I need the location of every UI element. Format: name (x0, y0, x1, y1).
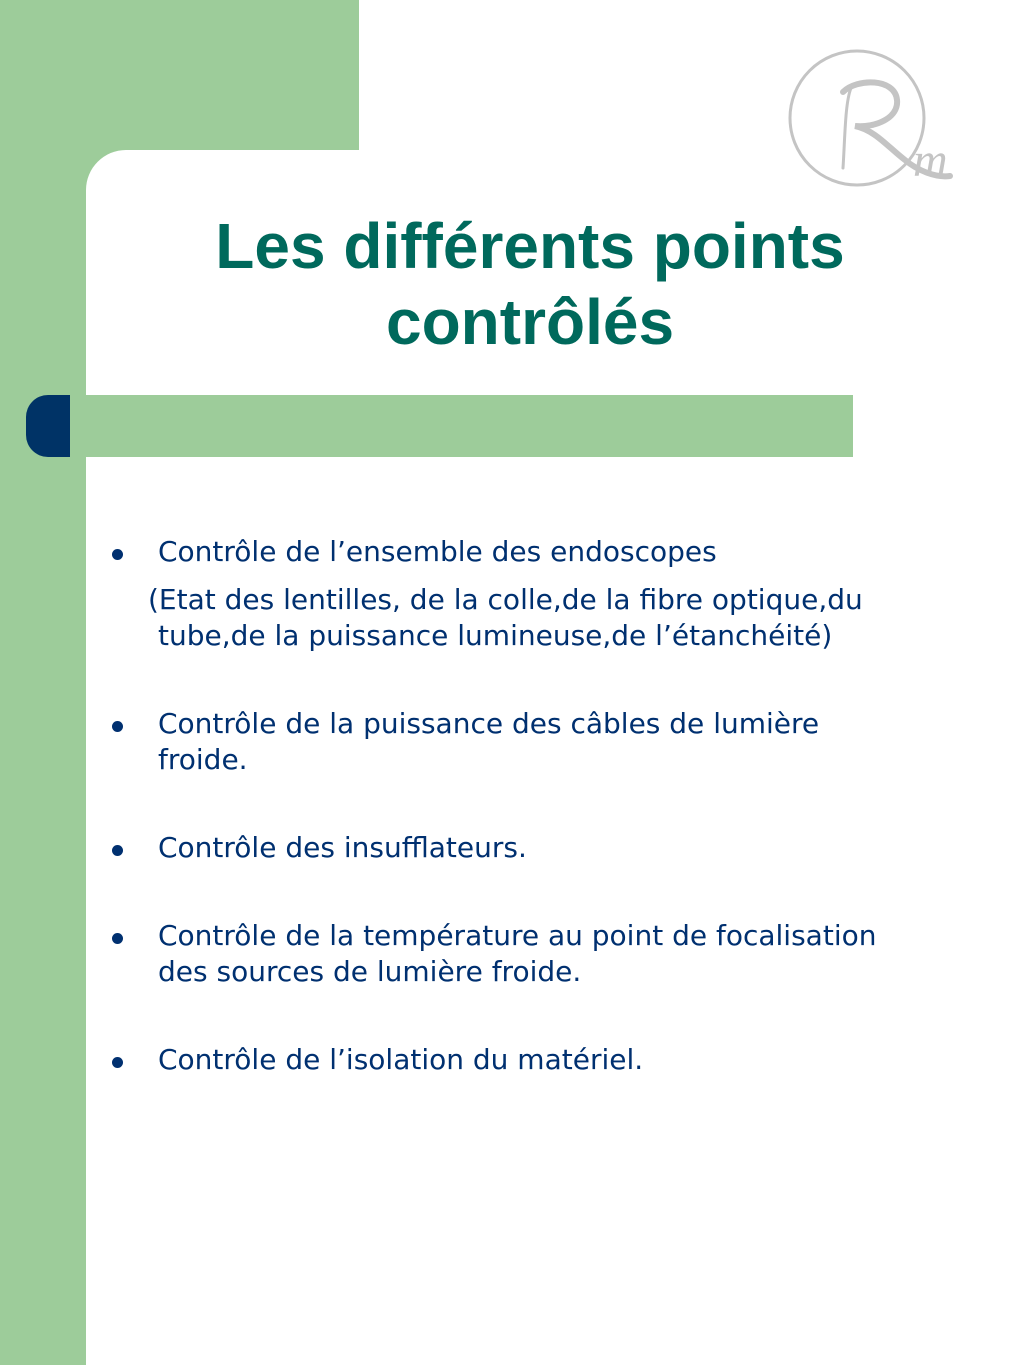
bullet-item-temperature (106, 918, 916, 990)
bullet-text: Contrôle de l’ensemble des endoscopes (158, 535, 717, 568)
divider-bar-cap (26, 395, 70, 457)
top-green-block (86, 0, 359, 150)
bullet-item-isolation (106, 1042, 916, 1078)
bullet-item-endoscopes (106, 534, 916, 570)
bullet-item-cables (106, 706, 916, 778)
bullet-dot-icon (112, 1057, 123, 1068)
bullet-dot-icon (112, 549, 123, 560)
left-green-band (0, 0, 86, 1365)
bullet-detail: (Etat des lentilles, de la colle,de la fibre optique,du tube,de la puissance lumineuse,de l’étanchéité) (148, 583, 863, 652)
slide-title: Les différents points contrôlés (215, 210, 845, 358)
rm-logo-icon (785, 48, 975, 193)
bullet-dot-icon (112, 933, 123, 944)
bullet-item-insufflateurs (106, 830, 916, 866)
svg-text:m: m (913, 134, 948, 187)
bullet-text: Contrôle de la puissance des câbles de lumière froide. (158, 707, 820, 776)
bullet-dot-icon (112, 721, 123, 732)
bullet-text: Contrôle de l’isolation du matériel. (158, 1043, 644, 1076)
bullet-text: Contrôle des insufflateurs. (158, 831, 527, 864)
bullet-text: Contrôle de la température au point de focalisation des sources de lumière froide. (158, 919, 877, 988)
title-divider-bar (64, 395, 853, 457)
bullet-list (106, 534, 916, 1078)
bullet-dot-icon (112, 845, 123, 856)
